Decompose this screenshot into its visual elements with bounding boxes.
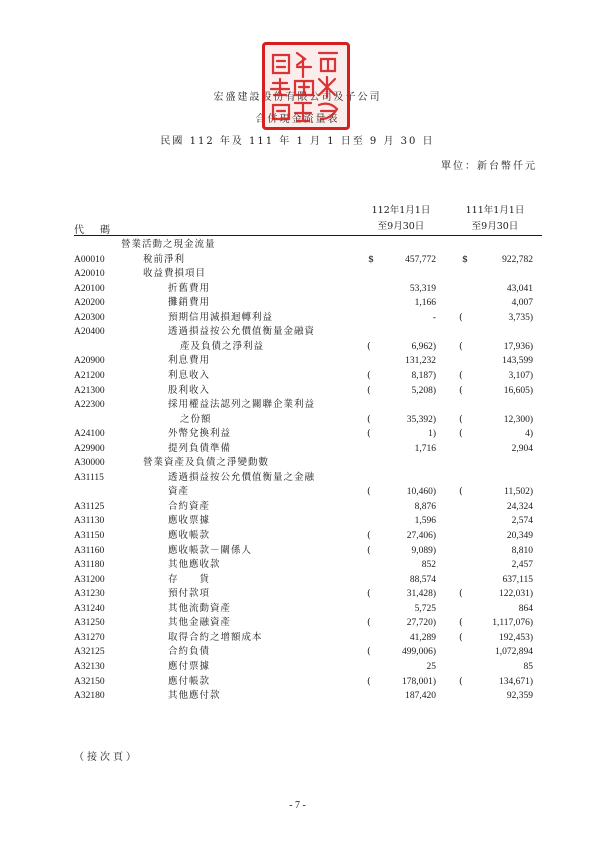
row-code: A31160 [74,545,105,556]
row-label: 應收帳款 [168,530,211,541]
value-2023: 1) [428,429,436,440]
row-code: A30000 [74,458,105,469]
row-label: 預期信用減損迴轉利益 [168,311,274,323]
value-2023: 25 [426,661,436,672]
row-label: 收益費損項目 [143,268,207,280]
row-label: 透過損益按公允價值衡量金融資 [168,326,316,338]
value-2022: 3,107) [508,370,533,381]
value-2022: 143,599 [502,356,533,367]
table-row [0,675,595,689]
table-row [0,602,595,616]
open-paren: ( [459,384,463,396]
value-2022: 864 [518,603,533,614]
column-header-2023 [364,203,438,236]
row-label: 稅前淨利 [143,253,186,265]
value-2022: 24,324 [506,501,533,512]
value-2022: 20,349 [506,531,533,541]
value-2022: 85 [523,661,533,672]
row-label: 取得合約之增額成本 [168,631,263,643]
table-row [0,384,595,398]
value-2022: 16,605) [503,385,533,396]
open-paren: ( [459,428,463,440]
row-label: 合約資產 [168,500,211,512]
row-code: A20200 [74,298,105,309]
value-2023: - [432,312,436,323]
row-code: A31200 [74,574,105,585]
row-label: 資產 [168,486,190,498]
open-paren: ( [459,588,463,600]
row-code: A31125 [74,501,105,512]
value-2023: 8,187) [411,370,436,381]
table-row [0,544,595,558]
column-header-2023-line1: 112年1月1日 [371,205,431,216]
row-label: 採用權益法認列之關聯企業利益 [168,399,316,411]
table-row [0,282,595,296]
row-code: A20100 [74,283,105,294]
row-code: A29900 [74,443,105,454]
row-code: A22300 [74,400,105,411]
value-2022: 134,671) [498,676,533,687]
row-label: 提列負債準備 [168,442,232,454]
open-paren: ( [459,369,463,381]
row-label: 之份額 [180,413,212,425]
table-row [0,413,595,427]
table-row [0,558,595,572]
value-2022: 2,574 [511,516,533,527]
value-2022: 637,115 [502,574,533,585]
row-label: 利息費用 [168,355,211,367]
value-2023: 852 [421,560,436,571]
value-2022: 2,457 [511,560,533,571]
table-row [0,442,595,456]
statement-title: 合併現金流量表 [255,114,340,125]
row-label: 外幣兌換利益 [168,428,232,440]
row-label: 產及負債之淨利益 [180,340,265,352]
table-row [0,471,595,485]
row-code: A24100 [74,429,105,440]
open-paren: ( [367,369,371,381]
code-column-header: 代 碼 [74,225,113,236]
row-code: A21300 [74,385,105,396]
value-2023: 1,716 [414,443,436,454]
row-code: A32180 [74,691,105,702]
open-paren: ( [459,311,463,323]
table-row [0,311,595,325]
row-code: A20400 [74,327,105,338]
row-label: 攤銷費用 [168,297,211,309]
row-code: A31130 [74,516,105,527]
value-2023: 187,420 [405,691,436,702]
value-2023: 457,772 [405,254,436,265]
table-row [0,500,595,514]
open-paren: ( [459,631,463,643]
value-2022: 8,810 [511,545,533,556]
row-code: A31270 [74,632,105,643]
row-code: A31250 [74,618,105,629]
row-code: A21200 [74,370,105,381]
value-2022: 17,936) [503,341,533,352]
value-2022: 192,453) [498,632,533,643]
value-2023: 131,232 [405,356,436,367]
open-paren: ( [459,340,463,352]
table-row [0,427,595,441]
value-2023: 41,289 [409,632,436,643]
open-paren: ( [367,588,371,600]
table-row [0,529,595,543]
column-header-2023-line2: 至9月30日 [364,219,438,236]
open-paren: ( [367,340,371,352]
open-paren: ( [367,384,371,396]
open-paren: ( [459,486,463,498]
table-row [0,689,595,703]
value-2023: 6,962) [411,341,436,352]
open-paren: ( [367,486,371,498]
header-rule [74,235,542,236]
table-row [0,616,595,630]
column-header-2022 [458,203,532,236]
table-row [0,267,595,281]
row-code: A20900 [74,356,105,367]
row-code: A32125 [74,647,105,658]
open-paren: ( [367,675,371,687]
row-label: 利息收入 [168,369,211,381]
value-2022: 3,735) [508,312,533,323]
value-2022: 2,904 [511,443,533,454]
currency-unit: 單位：新台幣仟元 [441,161,537,172]
value-2022: 92,359 [506,691,533,702]
value-2022: 922,782 [502,254,533,265]
value-2023: 9,089) [411,545,436,556]
table-row [0,514,595,528]
table-row [0,253,595,267]
row-label: 合約負債 [168,646,211,658]
table-row [0,340,595,354]
row-code: A32150 [74,676,105,687]
row-label: 存 貨 [168,573,211,585]
row-code: A31230 [74,589,105,600]
open-paren: ( [367,428,371,440]
table-row [0,587,595,601]
row-code: A31180 [74,560,105,571]
value-2022: 4) [525,429,533,440]
row-label: 應收票據 [168,515,211,527]
row-label: 透過損益按公允價值衡量之金融 [168,471,316,483]
table-row [0,631,595,645]
page-number: - 7 - [289,800,306,811]
table-row [0,645,595,659]
company-name: 宏盛建設股份有限公司及子公司 [213,92,382,103]
value-2022: 1,117,076) [492,618,533,629]
open-paren: ( [367,646,371,658]
value-2022: 43,041 [506,283,533,294]
row-label: 預付款項 [168,588,211,600]
statement-period: 民國 112 年及 111 年 1 月 1 日至 9 月 30 日 [160,136,435,147]
table-row [0,456,595,470]
table-row [0,296,595,310]
value-2022: 11,502) [504,487,533,498]
row-code: A31150 [74,531,105,541]
value-2023: 5,725 [414,603,436,614]
open-paren: ( [459,413,463,425]
table-row [0,354,595,368]
row-code: A00010 [74,254,105,265]
value-2023: 10,460) [406,487,436,498]
table-row [0,369,595,383]
open-paren: ( [459,617,463,629]
currency-symbol: $ [462,253,469,265]
value-2023: 8,876 [414,501,436,512]
table-row [0,398,595,412]
row-label: 其他應收款 [168,559,221,571]
value-2023: 1,166 [414,298,436,309]
row-label: 營業活動之現金流量 [121,239,216,250]
column-header-2022-line2: 至9月30日 [458,219,532,236]
value-2023: 5,208) [411,385,436,396]
value-2022: 4,007 [511,298,533,309]
row-label: 營業資產及負債之淨變動數 [143,457,270,469]
row-code: A31240 [74,603,105,614]
value-2023: 499,006) [401,647,436,658]
open-paren: ( [459,675,463,687]
currency-symbol: $ [368,253,375,265]
table-row [0,573,595,587]
value-2023: 27,720) [406,618,436,629]
table-row [0,238,595,252]
row-label: 應付票據 [168,660,211,672]
row-label: 應付帳款 [168,675,211,687]
value-2023: 31,428) [406,589,436,600]
value-2023: 35,392) [406,414,436,425]
open-paren: ( [367,617,371,629]
row-label: 其他流動資產 [168,602,232,614]
open-paren: ( [367,413,371,425]
value-2023: 53,319 [409,283,436,294]
value-2023: 1,596 [414,516,436,527]
row-label: 折舊費用 [168,282,211,294]
table-row [0,325,595,339]
value-2023: 27,406) [406,531,436,541]
open-paren: ( [367,544,371,556]
open-paren: ( [367,530,371,541]
row-code: A31115 [74,472,104,483]
value-2022: 122,031) [498,589,533,600]
value-2023: 88,574 [409,574,436,585]
table-row [0,660,595,674]
row-code: A20010 [74,269,105,280]
row-label: 其他金融資產 [168,617,232,629]
row-label: 應收帳款－關係人 [168,544,253,556]
value-2022: 1,072,894 [495,647,533,658]
value-2023: 178,001) [401,676,436,687]
company-seal-stamp [262,42,350,130]
row-code: A20300 [74,312,105,323]
row-label: 其他應付款 [168,690,221,702]
row-label: 股利收入 [168,384,211,396]
column-header-2022-line1: 111年1月1日 [465,205,525,216]
row-code: A32130 [74,661,105,672]
continued-note: （接次頁） [74,752,139,763]
value-2022: 12,300) [503,414,533,425]
table-row [0,485,595,499]
